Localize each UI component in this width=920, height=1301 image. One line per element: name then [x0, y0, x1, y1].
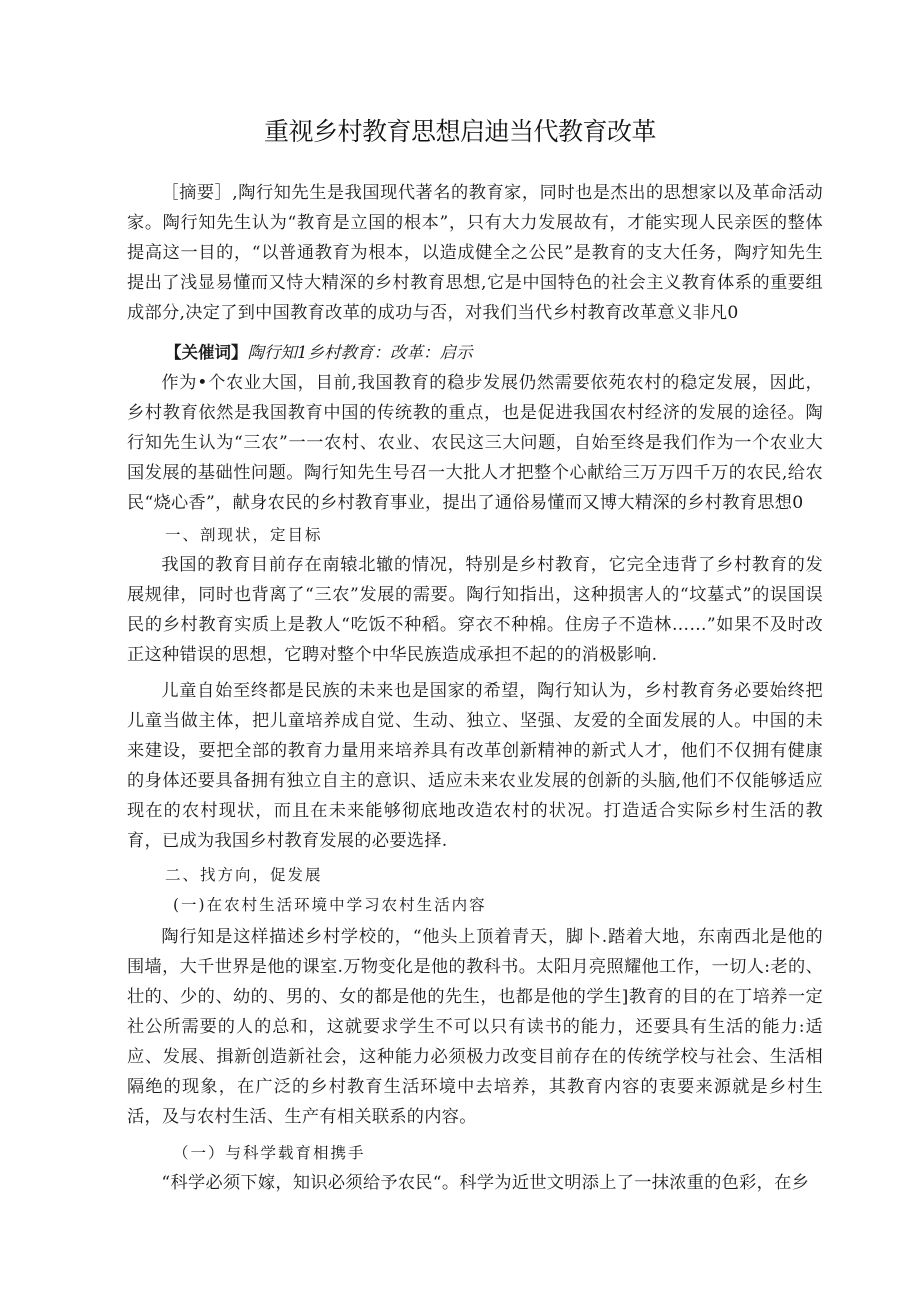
body-paragraph-2: 我国的教育目前存在南辕北辙的情况，特别是乡村教育，它完全违背了乡村教育的发展规律，同时也背离了“三农”发展的需要。陶行知指出，这种损害人的“坟墓式”的误国误民的乡村教育实质上是教人“吃饭不种稻。穿衣不种棉。住房子不造林……”如果不及时改正这种错误的思想，它聘对整个中华民族造成承担不起的的消极影响.	[127, 555, 823, 665]
body-paragraph-5: “科学必须下嫁，知识必须给予农民“。科学为近世文明添上了一抹浓重的色彩，在乡	[161, 1173, 810, 1193]
keywords-line	[165, 338, 473, 368]
body-paragraph-1: 作为•个农业大国，目前,我国教育的稳步发展仍然需要依苑农村的稳定发展，因此，乡村教育依然是我国教育中国的传统教的重点，也是促进我国农村经济的发展的途径。陶行知先生认为“三农”一一农村、农业、农民这三大问题，自始至终是我们作为一个农业大国发展的基础性问题。陶行知先生号召一大批人才把整个心献给三万万四千万的农民,给农民“烧心香”，献身农民的乡村教育事业，提出了通俗易懂而又博大精深的乡村教育思想0	[127, 373, 823, 513]
document-title: 重视乡村教育思想启迪当代教育改革	[263, 117, 656, 146]
body-paragraph-4: 陶行知是这样描述乡村学校的，“他头上顶着青天，脚卜.踏着大地，东南西北是他的围墙，大千世界是他的课室.万物变化是他的教科书。太阳月亮照耀他工作，一切人:老的、壮的、少的、幼的、男的、女的都是他的先生，也都是他的学生]教育的目的在丁培养一定社公所需要的人的总和，这就要求学生不可以只有读书的能力，还要具有生活的能力:适应、发展、揖新创造新社会，这种能力必须极力改变目前存在的传统学校与社会、生活相隔绝的现象，在广泛的乡村教育生活环境中去培养，其教育内容的衷要来源就是乡村生活，及与农村生活、生产有相关联系的内容。	[127, 927, 823, 1127]
body-paragraph-3: 儿童自始至终都是民族的未来也是国家的希望，陶行知认为，乡村教育务必要始终把儿童当做主体，把儿童培养成自觉、生动、独立、坚强、友爱的全面发展的人。中国的未来建设，要把全部的教育力量用来培养具有改革创新精神的新式人才，他们不仅拥有健康的身体还要具备拥有独立自主的意识、适应未来农业发展的创新的头脑,他们不仅能够适应现在的农村现状，而且在未来能够彻底地改造农村的状况。打造适合实际乡村生活的教育，已成为我国乡村教育发展的必要选择.	[127, 681, 823, 851]
keywords-text: 陶行知1乡村教育：改革：启示	[247, 343, 473, 362]
subsection-heading-2-2: （一）与科学载育相携手	[173, 1144, 366, 1162]
section-heading-1: 一、剖现状，定目标	[165, 526, 323, 544]
subsection-heading-2-1: (一)在农村生活环境中学习农村生活内容	[173, 896, 487, 914]
section-heading-2: 二、找方向，促发展	[165, 866, 323, 884]
keywords-label: 【关催词】	[165, 343, 248, 362]
abstract-paragraph: ［摘要］,陶行知先生是我国现代著名的教育家，同时也是杰出的思想家以及革命活动家。陶行知先生认为“教育是立国的根本”，只有大力发展故有，才能实现人民亲医的整体提高这一目的，“以普通教育为根本，以造成健全之公民”是教育的支大任务，陶疗知先生提出了浅显易懂而又恃大精深的乡村教育思想,它是中国特色的社会主义教育体系的重要组成部分,决定了到中国教育改革的成功与否，对我们当代乡村教育改革意义非凡0	[127, 183, 823, 323]
